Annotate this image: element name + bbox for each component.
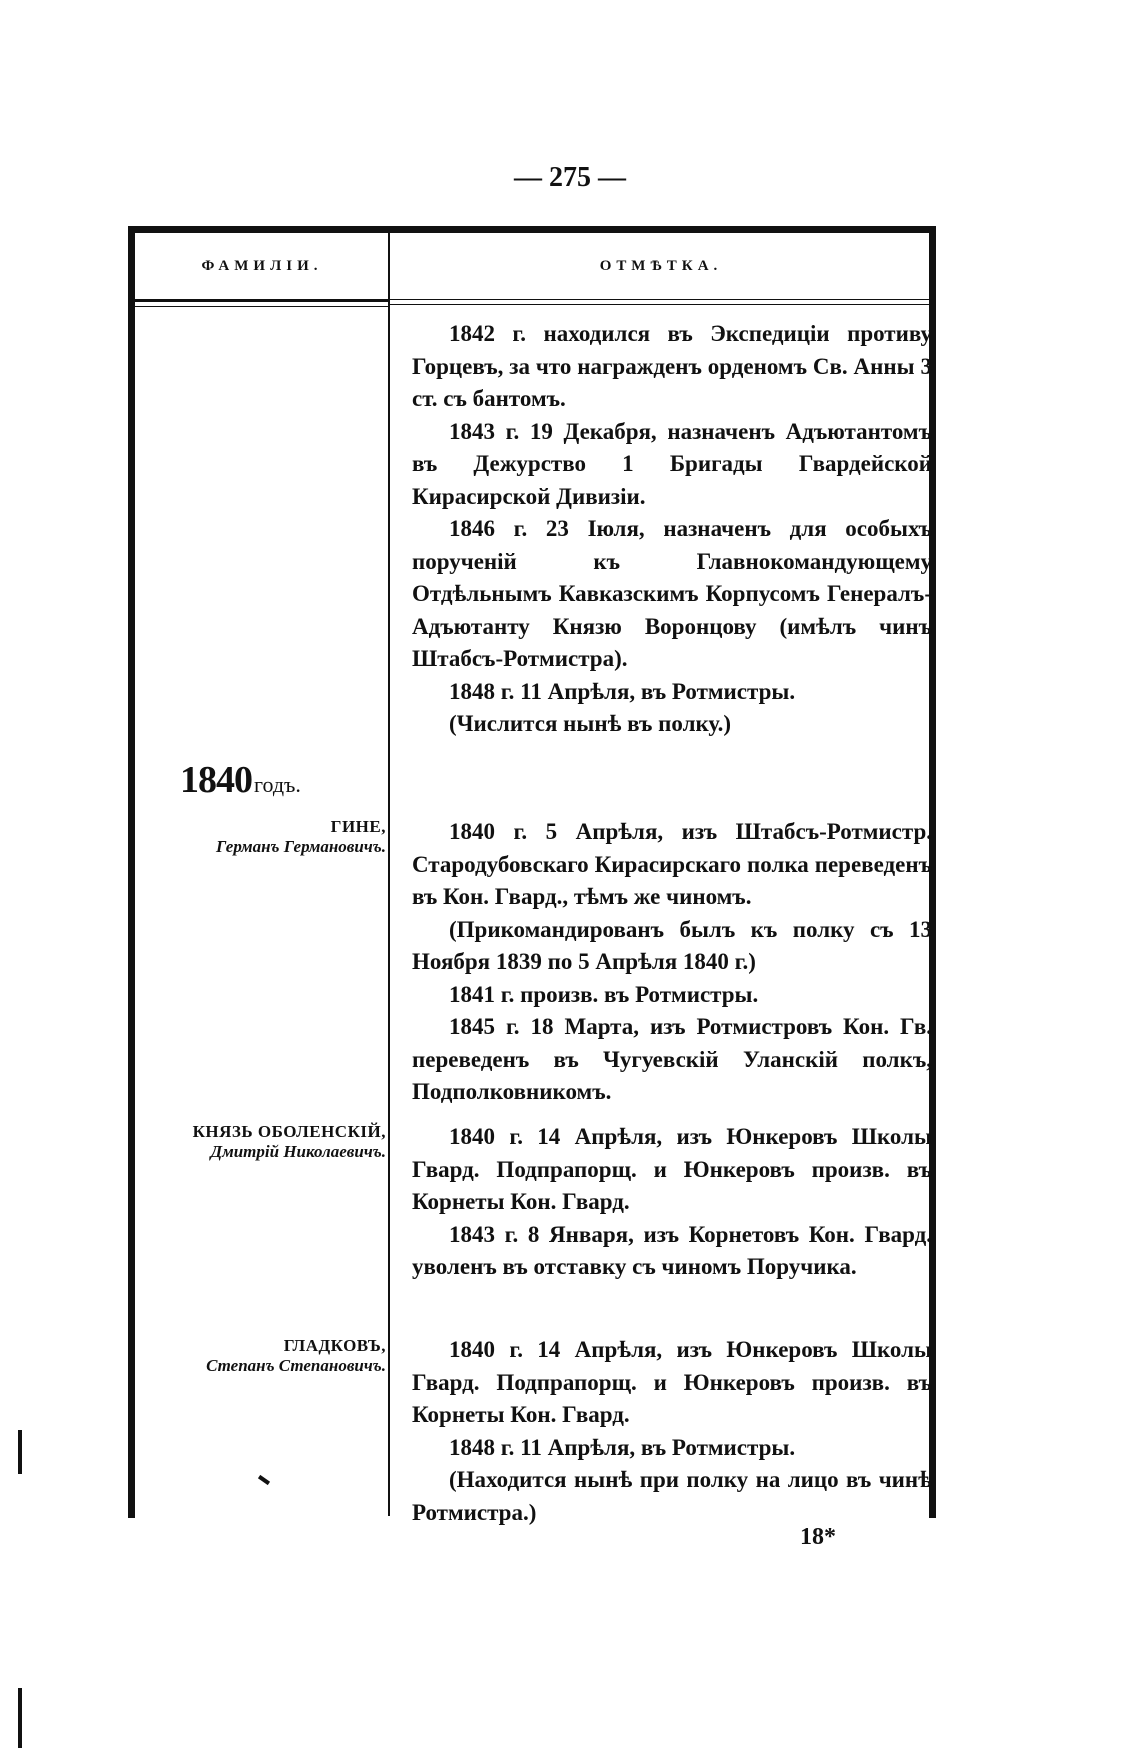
person-name (140, 817, 386, 857)
note-paragraph: 1848 г. 11 Апрѣля, въ Ротмистры. (449, 678, 796, 704)
header-rule-left (135, 299, 388, 302)
note-paragraph: 1843 г. 8 Января, изъ Корнетовъ Кон. Гвард. уволенъ въ отставку съ чиномъ Поручика. (412, 1221, 932, 1279)
header-notes: ОТМѢТКА. (599, 258, 723, 274)
year-heading (180, 758, 301, 802)
printer-signature: 18* (800, 1524, 836, 1550)
person-given-name: Дмитрій Николаевичъ. (210, 1142, 386, 1161)
column-divider (388, 233, 390, 1516)
year-word: годъ. (254, 772, 301, 797)
note-paragraph: 1840 г. 14 Апрѣля, изъ Юнкеровъ Школы Гвард. Подпрапорщ. и Юнкеровъ произв. въ Корнеты Кон. Гвард. (412, 1337, 932, 1427)
person-given-name: Степанъ Степановичъ. (206, 1356, 386, 1375)
year-number: 1840 (180, 759, 252, 801)
note-paragraph: (Прикомандированъ былъ къ полку съ 13 Ноября 1839 по 5 Апрѣля 1840 г.) (412, 916, 932, 974)
note-paragraph: 1848 г. 11 Апрѣля, въ Ротмистры. (449, 1434, 796, 1460)
person-surname: ГИНЕ, (330, 817, 386, 836)
person-name (140, 1336, 386, 1376)
note-paragraph: 1842 г. находился въ Экспедиціи противу Горцевъ, за что награжденъ орденомъ Св. Анны 3 ст. съ бантомъ. (412, 321, 932, 411)
page-number: — 275 — (514, 162, 626, 193)
note-paragraph: 1843 г. 19 Декабря, назначенъ Адъютантомъ въ Дежурство 1 Бригады Гвардейской Кирасирской Дивизіи. (412, 418, 932, 509)
header-rule-left-thin (135, 306, 388, 307)
person-notes (412, 1334, 932, 1529)
note-paragraph: 1846 г. 23 Іюля, назначенъ для особыхъ порученій къ Главнокомандующему Отдѣльнымъ Кавказскимъ Корпусомъ Генералъ-Адъютанту Князю Воронцову (имѣлъ чинъ Штабсъ-Ротмистра). (412, 516, 932, 671)
scan-mark (18, 1430, 22, 1474)
left-frame-extension (128, 1500, 135, 1518)
person-surname: КНЯЗЬ ОБОЛЕНСКІЙ, (192, 1122, 386, 1141)
person-notes (412, 1121, 932, 1284)
header-rule-right-1 (390, 299, 929, 300)
note-paragraph: 1840 г. 14 Апрѣля, изъ Юнкеровъ Школы Гвард. Подпрапорщ. и Юнкеровъ произв. въ Корнеты Кон. Гвард. (412, 1124, 932, 1214)
note-paragraph: (Числится нынѣ въ полку.) (449, 711, 732, 736)
person-surname: ГЛАДКОВЪ, (283, 1336, 386, 1355)
header-surnames: ФАМИЛІИ. (201, 258, 323, 274)
scan-mark (18, 1688, 22, 1748)
note-paragraph: 1841 г. произв. въ Ротмистры. (449, 981, 759, 1007)
header-rule-right-2 (390, 304, 929, 305)
person-notes (412, 816, 932, 1109)
person-given-name: Германъ Германовичъ. (216, 837, 386, 856)
note-paragraph: 1840 г. 5 Апрѣля, изъ Штабсъ-Ротмистр. Стародубовскаго Кирасирскаго полка переведенъ въ Кон. Гвард., тѣмъ же чиномъ. (412, 819, 932, 909)
note-paragraph: 1845 г. 18 Марта, изъ Ротмистровъ Кон. Гв. переведенъ въ Чугуевскій Уланскій полкъ, Подполковникомъ. (412, 1014, 932, 1104)
person-name (140, 1122, 386, 1162)
continued-entry (412, 318, 932, 741)
note-paragraph: (Находится нынѣ при полку на лицо въ чинѣ Ротмистра.) (412, 1467, 932, 1525)
